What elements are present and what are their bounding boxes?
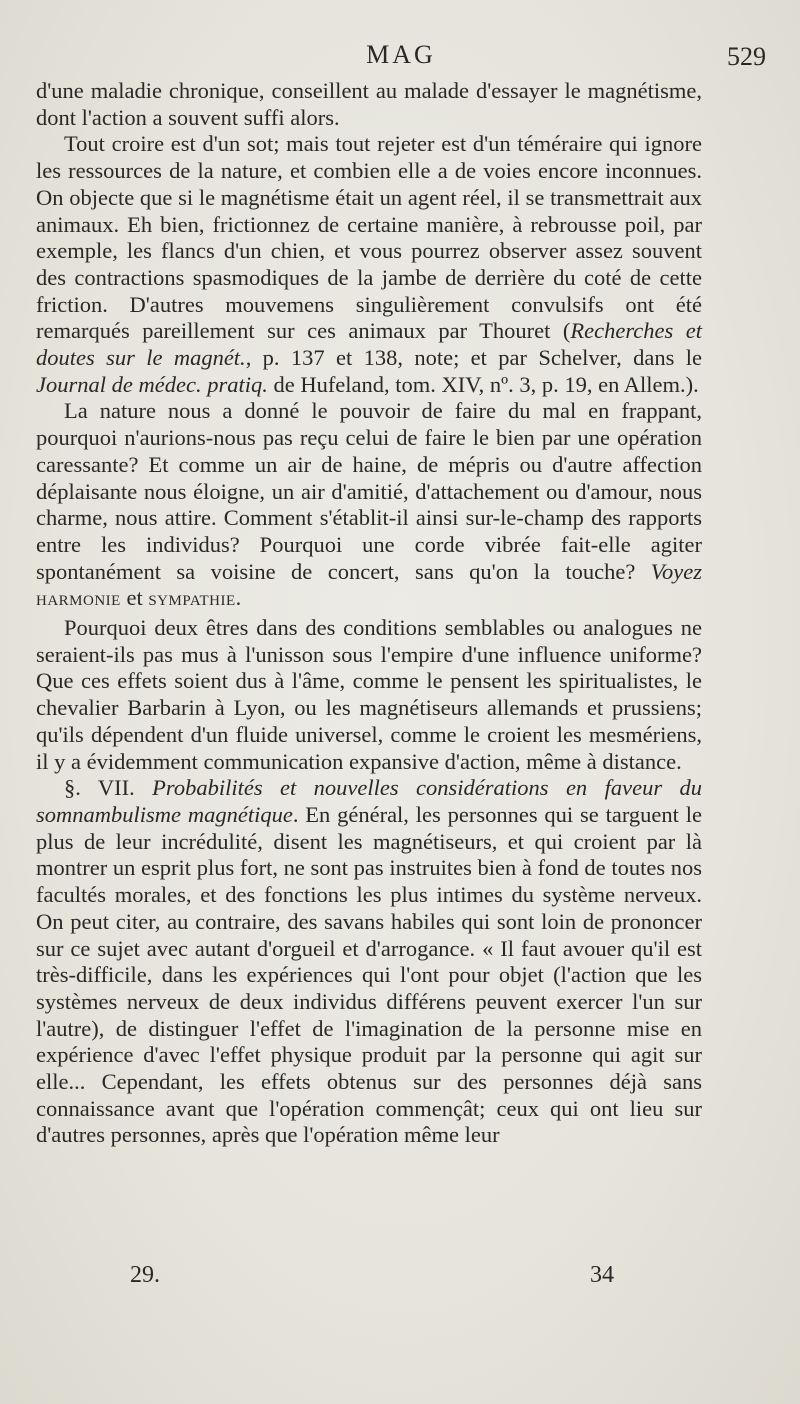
text-run: de Hufeland, tom. XIV, nº. 3, p. 19, en Allem.).	[267, 371, 699, 397]
paragraph	[36, 615, 702, 775]
text-run: Pourquoi deux êtres dans des conditions semblables ou analogues ne seraient-ils pas mus à l'unisson sous l'empire d'une influence uniforme? Que ces effets soient dus à l'âme, comme le pensent les spiritualistes, le chevalier Barbarin à Lyon, ou les magnétiseurs allemands et prussiens; qu'ils dépendent d'un fluide universel, comme le croient les mesmériens, il y a évidemment communication expansive d'action, même à distance.	[36, 615, 702, 774]
italic-text: Recherches et doutes sur le magnét.	[36, 318, 702, 371]
text-run: Tout croire est d'un sot; mais tout rejeter est d'un téméraire qui ignore les ressources de la nature, et combien elle a de voies encore inconnues. On objecte que si le magnétisme était un agent réel, il se transmettrait aux animaux. Eh bien, frictionnez de certaine manière, à rebrousse poil, par exemple, les flancs d'un chien, et vous pourrez observer assez souvent des contractions spasmodiques de la jambe de derrière du coté de cette friction. D'autres mouvemens singulièrement convulsifs ont été remarqués pareillement sur ces animaux par Thouret (	[36, 131, 702, 344]
running-head: MAG	[366, 40, 436, 69]
text-run: La nature nous a donné le pouvoir de faire du mal en frappant, pourquoi n'aurions-nous pas reçu celui de faire le bien par une opération caressante? Et comme un air de haine, de mépris ou d'autre affection déplaisante nous éloigne, un air d'amitié, d'attachement ou d'amour, nous charme, nous attire. Comment s'établit-il ainsi sur-le-champ des rapports entre les individus? Pourquoi une corde vibrée fait-elle agiter spontanément sa voisine de concert, sans qu'on la touche?	[36, 398, 702, 584]
paragraph	[36, 775, 702, 1149]
page-header	[36, 40, 766, 76]
text-run: §. VII.	[64, 775, 153, 801]
italic-text: Voyez	[650, 558, 702, 584]
text-run: . En général, les personnes qui se targuent le plus de leur incrédulité, disent les magnétiseurs, et qui croient par là montrer un esprit plus fort, ne sont pas instruites bien à fond de toutes nos facultés morales, et des fonctions les plus intimes du système nerveux. On peut citer, au contraire, des savans habiles qui sont loin de prononcer sur ce sujet avec autant d'orgueil et d'arrogance. « Il faut avouer qu'il est très-difficile, dans les expériences qui l'ont pour objet (l'action que les systèmes nerveux de deux individus différens peuvent exercer l'un sur l'autre), de distinguer l'effet de l'imagination de la personne mise en expérience d'avec l'effet physique produit par la personne qui agit sur elle... Cependant, les effets obtenus sur des personnes déjà sans connaissance avant que l'opération commençât; ceux qui ont lieu sur d'autres personnes, après que l'opération même leur	[36, 801, 702, 1148]
signature-mark-left: 29.	[130, 1262, 160, 1288]
text-run: d'une maladie chronique, conseillent au malade d'essayer le magnétisme, dont l'action a souvent suffi alors.	[36, 78, 702, 130]
body-text	[36, 78, 702, 1149]
signature-mark-right: 34	[590, 1262, 614, 1288]
page-footer	[36, 1262, 702, 1292]
smallcaps-text: HARMONIE	[36, 593, 121, 610]
text-run: .	[235, 585, 242, 611]
italic-text: Probabilités et nouvelles considérations en faveur du somnambulisme magnétique	[36, 775, 702, 827]
paragraph	[36, 398, 702, 615]
text-run: et	[120, 585, 149, 611]
text-run: , p. 137 et 138, note; et par Schelver, dans le	[245, 345, 702, 371]
page-number: 529	[727, 42, 766, 71]
italic-text: Journal de médec. pratiq.	[36, 371, 268, 397]
smallcaps-text: SYMPATHIE	[148, 593, 236, 610]
paragraph	[36, 78, 702, 131]
paragraph	[36, 131, 702, 398]
